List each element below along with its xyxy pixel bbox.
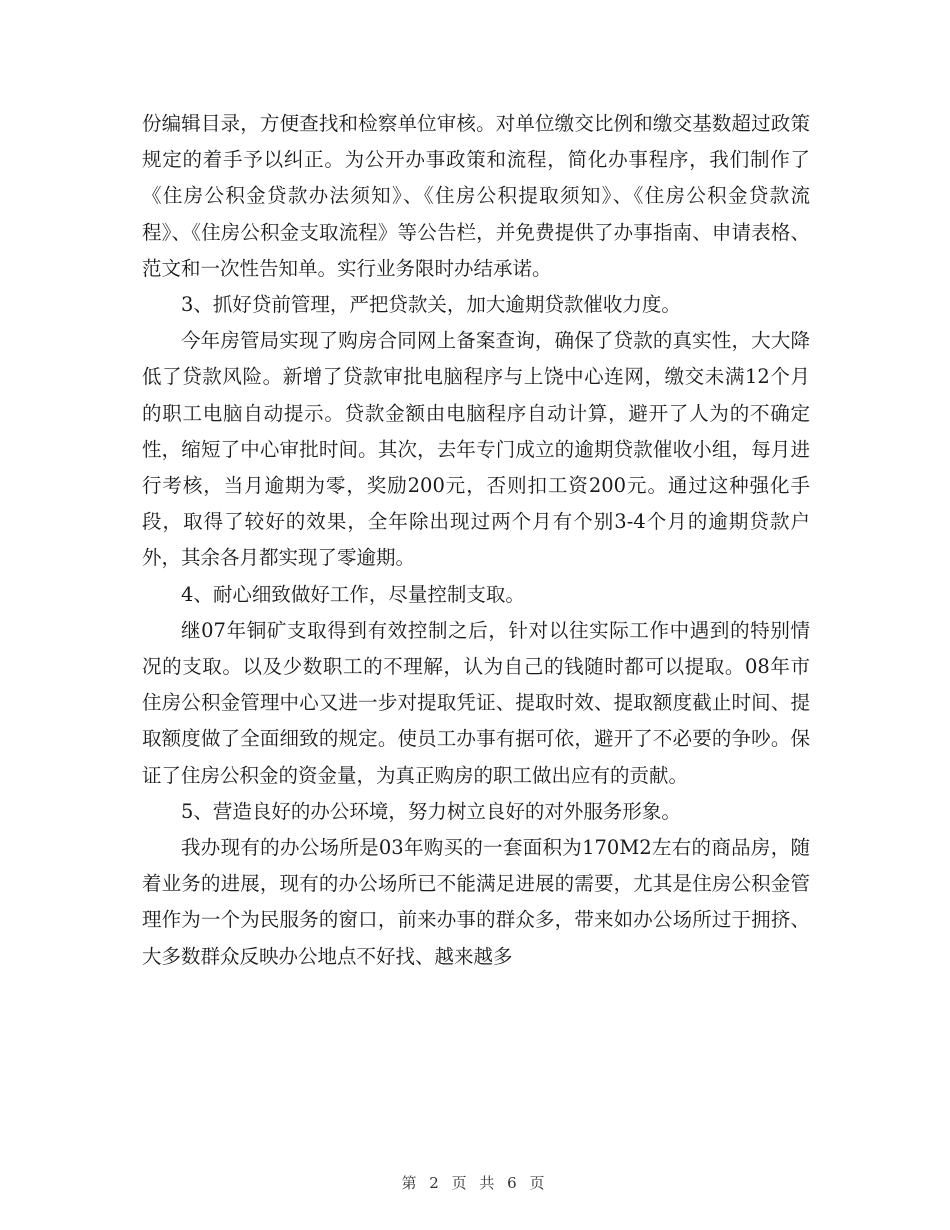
paragraph: 今年房管局实现了购房合同网上备案查询，确保了贷款的真实性，大大降低了贷款风险。新增了贷款审批电脑程序与上饶中心连网，缴交未满12个月的职工电脑自动提示。贷款金额由电脑程序自动计算，避开了人为的不确定性，缩短了中心审批时间。其次，去年专门成立的逾期贷款催收小组，每月进行考核，当月逾期为零，奖励200元，否则扣工资200元。通过这种强化手段，取得了较好的效果，全年除出现过两个月有个别3-4个月的逾期贷款户外，其余各月都实现了零逾期。 xyxy=(142,329,810,570)
page-number-footer: 第 2 页 共 6 页 xyxy=(401,1174,549,1192)
paragraph: 继07年铜矿支取得到有效控制之后，针对以往实际工作中遇到的特别情况的支取。以及少数职工的不理解，认为自己的钱随时都可以提取。08年市住房公积金管理中心又进一步对提取凭证、提取时效、提取额度截止时间、提取额度做了全面细致的规定。使员工办事有据可依，避开了不必要的争吵。保证了住房公积金的资金量，为真正购房的职工做出应有的贡献。 xyxy=(142,618,810,787)
section-heading-3: 3、抓好贷前管理，严把贷款关，加大逾期贷款催收力度。 xyxy=(181,293,681,317)
document-body xyxy=(142,106,810,975)
paragraph-continuation: 份编辑目录，方便查找和检察单位审核。对单位缴交比例和缴交基数超过政策规定的着手予以纠正。为公开办事政策和流程，简化办事程序，我们制作了《住房公积金贷款办法须知》、《住房公积提取须知》、《住房公积金贷款流程》、《住房公积金支取流程》等公告栏，并免费提供了办事指南、申请表格、范文和一次性告知单。实行业务限时办结承诺。 xyxy=(142,112,810,280)
paragraph: 我办现有的办公场所是03年购买的一套面积为170M2左右的商品房，随着业务的进展，现有的办公场所已不能满足进展的需要，尤其是住房公积金管理作为一个为民服务的窗口，前来办事的群众多，带来如办公场所过于拥挤、大多数群众反映办公地点不好找、越来越多 xyxy=(142,836,810,968)
section-heading-4: 4、耐心细致做好工作，尽量控制支取。 xyxy=(181,582,525,606)
section-heading-5: 5、营造良好的办公环境，努力树立良好的对外服务形象。 xyxy=(181,799,681,823)
